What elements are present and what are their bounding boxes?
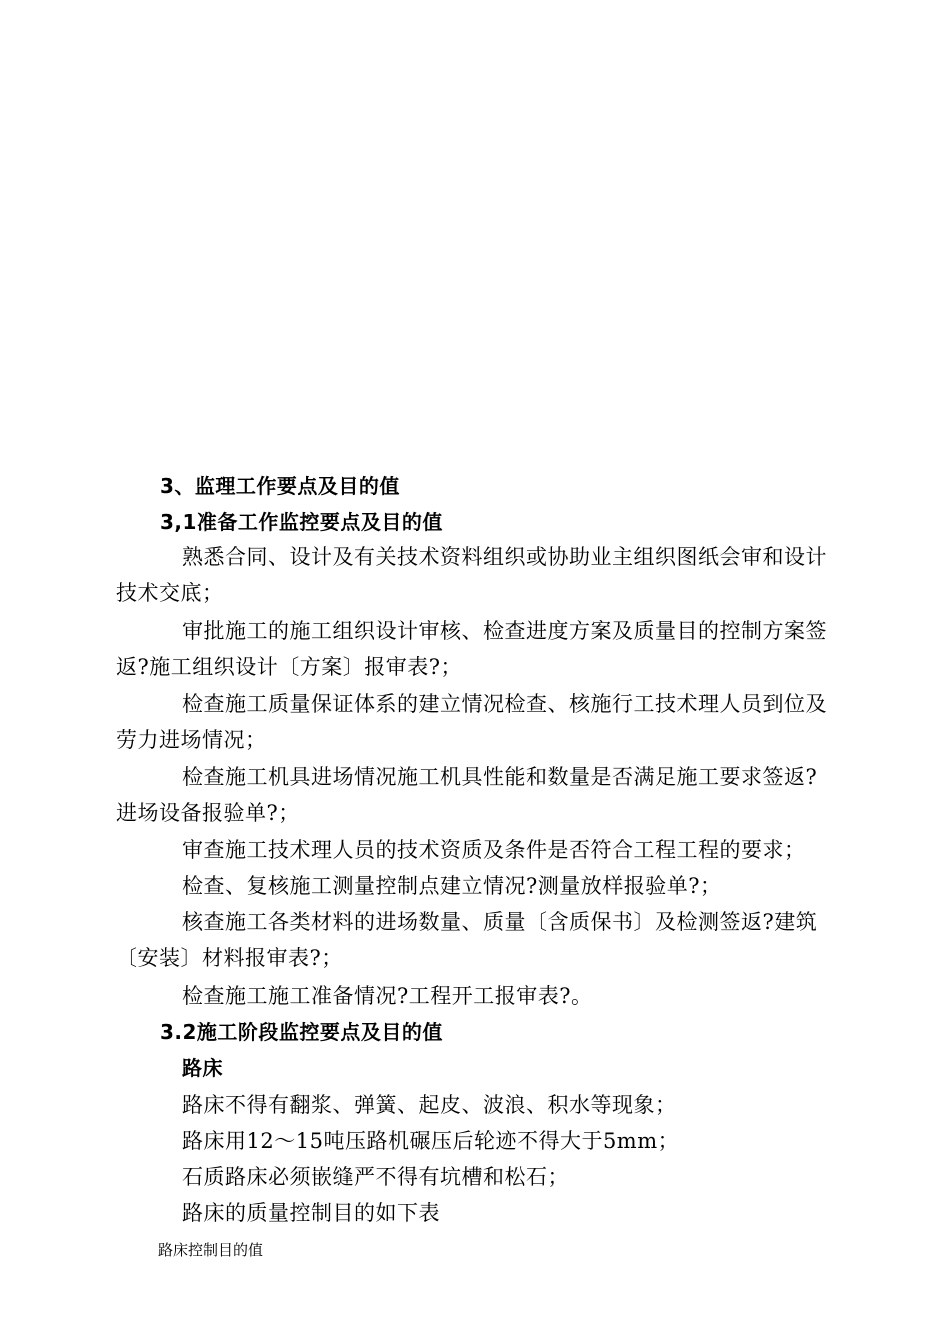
paragraph-check-survey-control: 检查、复核施工测量控制点建立情况?测量放样报验单?；: [182, 874, 722, 898]
paragraph-approve-construction-plan: 审批施工的施工组织设计审核、检查进度方案及质量目的控制方案签返?施工组织设计〔方案〕报审表?；: [116, 619, 827, 679]
paragraph-check-preparation: 检查施工施工准备情况?工程开工报审表?。: [182, 984, 593, 1008]
paragraph-roadbed-defects: 路床不得有翻浆、弹簧、起皮、波浪、积水等现象；: [182, 1093, 677, 1117]
paragraph-check-machinery: 检查施工机具进场情况施工机具性能和数量是否满足施工要求签返?进场设备报验单?；: [116, 765, 818, 825]
paragraph-roadbed-quality-table-intro: 路床的质量控制目的如下表: [182, 1201, 440, 1225]
paragraph-familiarize-contract: 熟悉合同、设计及有关技术资料组织或协助业主组织图纸会审和设计技术交底；: [116, 545, 827, 605]
section-heading-3: 3、监理工作要点及目的值: [160, 474, 400, 498]
subheading-roadbed: 路床: [182, 1056, 223, 1080]
section-heading-3-1: 3,1准备工作监控要点及目的值: [160, 510, 443, 534]
section-heading-3-2: 3.2施工阶段监控要点及目的值: [160, 1020, 443, 1044]
paragraph-check-materials: 核查施工各类材料的进场数量、质量〔含质保书〕及检测签返?建筑〔安装〕材料报审表?；: [116, 910, 818, 970]
paragraph-roadbed-compaction: 路床用12～15吨压路机碾压后轮迹不得大于5mm；: [182, 1129, 680, 1153]
paragraph-stone-roadbed: 石质路床必须嵌缝严不得有坑槽和松石；: [182, 1165, 569, 1189]
paragraph-check-quality-system: 检查施工质量保证体系的建立情况检查、核施行工技术理人员到位及劳力进场情况；: [116, 692, 827, 752]
paragraph-review-technical-staff: 审查施工技术理人员的技术资质及条件是否符合工程工程的要求；: [182, 838, 806, 862]
table-caption: 路床控制目的值: [158, 1241, 264, 1259]
